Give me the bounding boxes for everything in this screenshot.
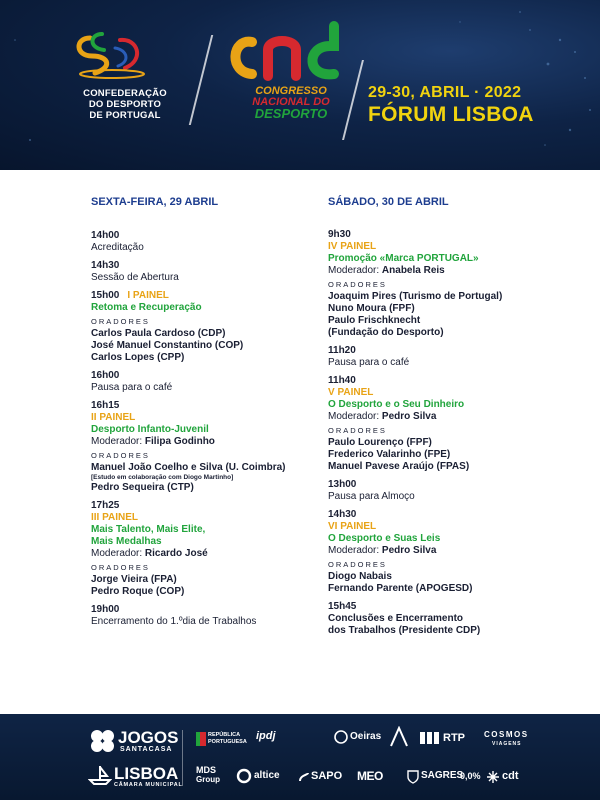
cnd-name-line: NACIONAL DO	[252, 96, 330, 108]
speaker: Frederico Valarinho (FPE)	[328, 449, 451, 460]
speaker: Manuel João Coelho e Silva (U. Coimbra)	[91, 462, 286, 473]
entry-time: 14h00	[91, 230, 120, 241]
sponsor-lisboa: LISBOA	[114, 764, 179, 783]
sponsor-jogos: JOGOS	[118, 728, 179, 747]
entry-description: dos Trabalhos (Presidente CDP)	[328, 625, 481, 636]
entry-time: 15h45	[328, 601, 357, 612]
entry-time: 11h40	[328, 375, 356, 386]
cnd-name	[236, 86, 346, 119]
entry-time: 13h00	[328, 479, 357, 490]
schedule-entry	[328, 601, 563, 637]
speaker: Nuno Moura (FPF)	[328, 303, 415, 314]
sponsor-republica: REPÚBLICA PORTUGUESA	[208, 732, 247, 745]
entry-description: Acreditação	[91, 242, 144, 253]
panel-entry	[91, 500, 326, 598]
moderator-name: Pedro Silva	[381, 411, 437, 422]
panel-title: Mais Medalhas	[91, 536, 162, 547]
speaker: Manuel Pavese Araújo (FPAS)	[328, 461, 470, 472]
entry-description: Encerramento do 1.ºdia de Trabalhos	[91, 616, 257, 627]
entry-description: Pausa para o café	[91, 382, 173, 393]
schedule-entry	[328, 345, 563, 369]
sponsor-ipdj: ipdj	[256, 730, 276, 742]
speaker: Joaquim Pires (Turismo de Portugal)	[328, 291, 503, 302]
clover-icon	[88, 728, 118, 754]
schedule-entry	[91, 230, 326, 254]
cdp-name	[70, 88, 180, 121]
speaker: Paulo Frischknecht	[328, 315, 421, 326]
saturday-schedule	[328, 196, 563, 643]
sponsor-sagres: SAGRES	[421, 770, 464, 781]
panel-title: O Desporto e Suas Leis	[328, 533, 441, 544]
footer-divider	[182, 730, 183, 786]
sponsor-santacasa: SANTACASA	[120, 746, 173, 753]
speakers-label: ORADORES	[91, 563, 150, 572]
cnd-name-line: DESPORTO	[254, 106, 328, 121]
speaker: Fernando Parente (APOGESD)	[328, 583, 473, 594]
moderator-label: Moderador:	[328, 411, 380, 422]
panel-number: I PAINEL	[127, 290, 169, 301]
moderator	[91, 548, 326, 560]
sagres-shield-icon	[407, 770, 419, 784]
speaker: Jorge Vieira (FPA)	[91, 574, 177, 585]
entry-time: 16h15	[91, 400, 120, 411]
cdp-name-line: CONFEDERAÇÃO	[83, 88, 167, 99]
panel-title: Retoma e Recuperação	[91, 302, 202, 313]
panel-entry	[91, 290, 326, 364]
entry-time: 17h25	[91, 500, 120, 511]
speakers-label: ORADORES	[328, 280, 387, 289]
portugal-pavilion-icon	[388, 726, 410, 748]
sponsor-rtp: RTP	[443, 732, 465, 744]
cdp-name-line: DO DESPORTO	[88, 99, 162, 110]
speaker: Paulo Lourenço (FPF)	[328, 437, 432, 448]
speaker: Carlos Paula Cardoso (CDP)	[91, 328, 226, 339]
entry-description: Pausa para o café	[328, 357, 410, 368]
panel-number: V PAINEL	[328, 387, 374, 398]
entry-time: 14h30	[91, 260, 120, 271]
speakers-label: ORADORES	[91, 451, 150, 460]
entry-time: 19h00	[91, 604, 120, 615]
cnd-name-line: CONGRESSO	[255, 85, 327, 97]
rtp-bars-icon	[420, 732, 440, 744]
sponsor-cdt: cdt	[502, 770, 519, 782]
entry-description: Sessão de Abertura	[91, 272, 179, 283]
moderator	[91, 436, 326, 448]
moderator-label: Moderador:	[91, 548, 143, 559]
entry-time: 16h00	[91, 370, 120, 381]
cdt-icon	[486, 770, 500, 784]
moderator-name: Anabela Reis	[381, 265, 445, 276]
entry-time: 9h30	[328, 229, 351, 240]
speakers-label: ORADORES	[328, 426, 387, 435]
sponsor-altice: altice	[254, 770, 280, 781]
sponsor-cosmos-sub: VIAGENS	[492, 741, 522, 747]
sponsor-camara: CÂMARA MUNICIPAL	[114, 782, 183, 788]
moderator	[328, 411, 563, 423]
schedule-entry	[91, 260, 326, 284]
speaker: José Manuel Constantino (COP)	[91, 340, 244, 351]
moderator-name: Ricardo José	[144, 548, 208, 559]
cdp-logo-icon	[70, 28, 160, 83]
sapo-icon	[298, 771, 310, 783]
moderator-name: Pedro Silva	[381, 545, 437, 556]
speaker: (Fundação do Desporto)	[328, 327, 444, 338]
cdp-name-line: DE PORTUGAL	[89, 110, 161, 121]
sponsor-sapo: SAPO	[311, 770, 343, 782]
friday-schedule	[91, 196, 326, 634]
oeiras-icon	[334, 730, 348, 744]
schedule-entry	[91, 370, 326, 394]
event-venue: FÓRUM LISBOA	[368, 103, 534, 126]
speaker: Diogo Nabais	[328, 571, 392, 582]
panel-entry	[328, 375, 563, 473]
day-title: SÁBADO, 30 DE ABRIL	[328, 196, 449, 208]
speakers-label: ORADORES	[328, 560, 387, 569]
sponsor-meo: MEO	[357, 769, 383, 783]
entry-time: 14h30	[328, 509, 357, 520]
moderator-label: Moderador:	[91, 436, 143, 447]
speaker-note: [Estudo em colaboração com Diogo Martinho]	[91, 474, 234, 481]
entry-time: 15h00	[91, 290, 120, 301]
sponsor-cosmos: COSMOS	[484, 730, 529, 739]
moderator-label: Moderador:	[328, 265, 380, 276]
moderator-label: Moderador:	[328, 545, 380, 556]
panel-title: Desporto Infanto-Juvenil	[91, 424, 209, 435]
panel-title: O Desporto e o Seu Dinheiro	[328, 399, 465, 410]
panel-number: III PAINEL	[91, 512, 139, 523]
panel-title: Promoção «Marca PORTUGAL»	[328, 253, 479, 264]
entry-time: 11h20	[328, 345, 356, 356]
panel-number: VI PAINEL	[328, 521, 377, 532]
republica-emblem-icon	[196, 732, 206, 746]
panel-entry	[328, 509, 563, 595]
schedule-entry	[328, 479, 563, 503]
sponsor-mds: MDS	[196, 765, 216, 775]
schedule-entry	[91, 604, 326, 628]
panel-entry	[328, 229, 563, 339]
panel-number: IV PAINEL	[328, 241, 377, 252]
sponsor-mds-sub: Group	[196, 775, 220, 784]
sponsor-sagres-sub: 0,0%	[460, 771, 481, 781]
sponsor-oeiras: Oeiras	[350, 731, 382, 742]
altice-icon	[236, 768, 252, 784]
lisboa-emblem-icon	[88, 764, 112, 786]
event-dates: 29-30, ABRIL · 2022	[368, 84, 522, 101]
speaker: Carlos Lopes (CPP)	[91, 352, 185, 363]
speakers-label: ORADORES	[91, 317, 150, 326]
panel-title: Mais Talento, Mais Elite,	[91, 524, 206, 535]
moderator-name: Filipa Godinho	[144, 436, 215, 447]
panel-number: II PAINEL	[91, 412, 136, 423]
speaker: Pedro Roque (COP)	[91, 586, 185, 597]
event-header	[0, 0, 600, 170]
entry-description: Conclusões e Encerramento	[328, 613, 464, 624]
moderator	[328, 265, 563, 277]
cnd-logo-icon	[222, 20, 350, 86]
speaker: Pedro Sequeira (CTP)	[91, 482, 194, 493]
day-title: SEXTA-FEIRA, 29 ABRIL	[91, 196, 219, 208]
panel-entry	[91, 400, 326, 494]
sponsors-footer	[0, 714, 600, 800]
moderator	[328, 545, 563, 557]
entry-description: Pausa para Almoço	[328, 491, 415, 502]
